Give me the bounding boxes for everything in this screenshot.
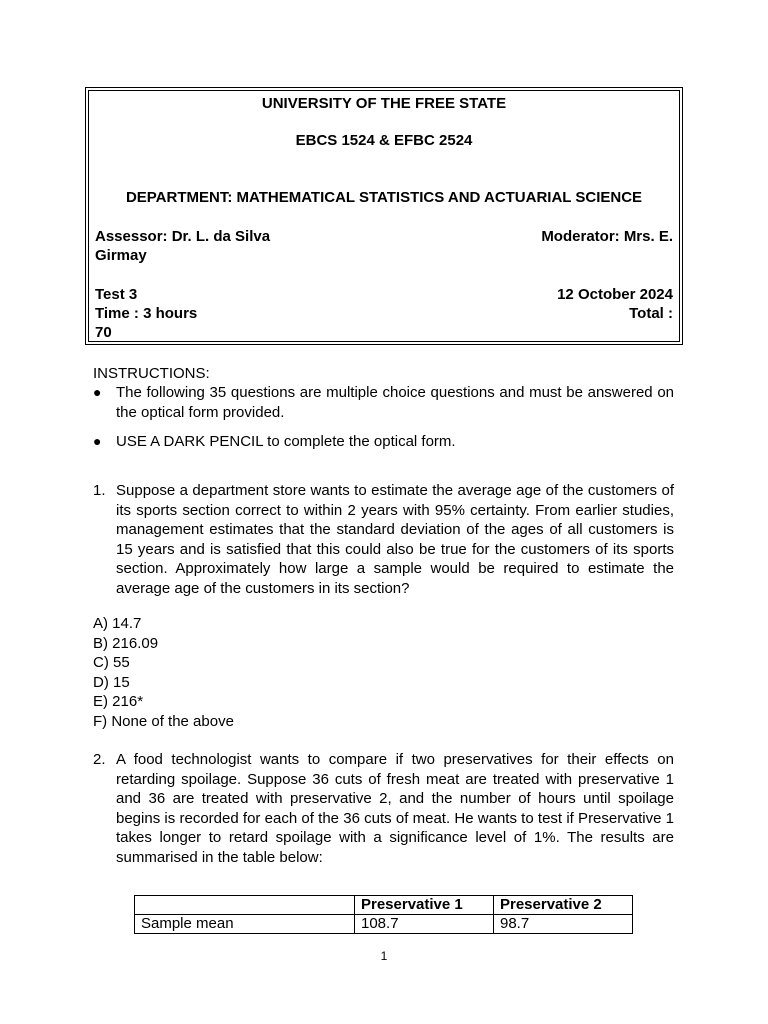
university-name: UNIVERSITY OF THE FREE STATE [261,95,507,112]
time-label: Time : 3 hours [95,305,198,322]
table-row [135,915,633,934]
question-number: 1. [93,482,106,499]
assessor-line: Assessor: Dr. L. da Silva [95,228,271,245]
answer-option: E) 216* [93,693,144,710]
answer-option: D) 15 [93,674,130,691]
table-header-cell: Preservative 2 [494,896,633,915]
table-cell: 108.7 [355,915,494,934]
test-date: 12 October 2024 [557,286,673,303]
header-box [85,87,683,345]
course-codes: EBCS 1524 & EFBC 2524 [295,132,473,149]
total-label: Total : [629,305,673,322]
bullet-icon: ● [93,384,102,400]
answer-option: F) None of the above [93,713,234,730]
table-header-cell: Preservative 1 [355,896,494,915]
moderator-line: Moderator: Mrs. E. [541,228,673,245]
instruction-item: USE A DARK PENCIL to complete the optical form. [116,433,456,450]
question-text: A food technologist wants to compare if two preservatives for their effects on retarding spoilage. Suppose 36 cuts of fresh meat are treated with preservative 1 and 36 are treated with preservative 2, and the number of hours until spoilage begins is recorded for each of the 36 cuts of meat. He wants to test if Preservative 1 takes longer to retard spoilage with a significance level of 1%. The results are summarised in the table below: [116,751,674,866]
question-number: 2. [93,751,106,768]
bullet-icon: ● [93,433,102,449]
test-label: Test 3 [95,286,138,303]
total-value: 70 [95,324,112,341]
table-header-cell [135,896,355,915]
department-name: DEPARTMENT: MATHEMATICAL STATISTICS AND ACTUARIAL SCIENCE [125,189,643,206]
answer-option: C) 55 [93,654,130,671]
question-text: Suppose a department store wants to estimate the average age of the customers of its sports section correct to within 2 years with 95% certainty. From earlier studies, management estimates that the standard deviation of the ages of all customers is 15 years and is satisfied that this could also be true for the customers of its sports section. Approximately how large a sample would be required to estimate the average age of the customers in its section? [116,482,674,597]
moderator-continuation: Girmay [95,247,147,264]
table-cell: Sample mean [135,915,355,934]
instructions-title: INSTRUCTIONS: [93,365,210,382]
results-table [134,895,633,934]
answer-option: B) 216.09 [93,635,159,652]
instruction-item: The following 35 questions are multiple choice questions and must be answered on the optical form provided. [116,384,674,421]
table-cell: 98.7 [494,915,633,934]
header-inner-border [88,90,680,342]
answer-option: A) 14.7 [93,615,142,632]
page-number: 1 [380,949,388,963]
table-header-row [135,896,633,915]
